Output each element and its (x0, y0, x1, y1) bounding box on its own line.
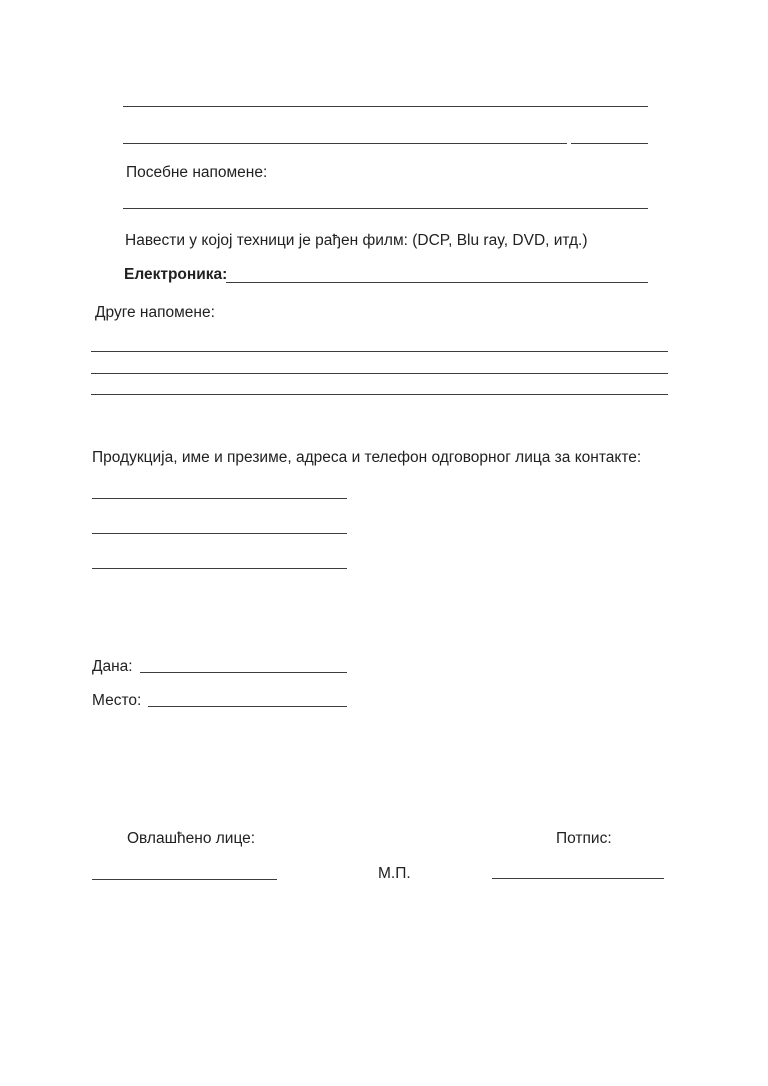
technique-note-label: Навести у којој техници је рађен филм: (DCP, Blu ray, DVD, итд.) (125, 232, 588, 249)
electronics-line (226, 282, 648, 283)
contact-line-2 (92, 533, 347, 534)
place-line (148, 706, 347, 707)
date-label: Дана: (92, 658, 133, 675)
other-notes-line-2 (91, 373, 668, 374)
authorized-person-label: Овлашћено лице: (127, 830, 256, 847)
signature-label: Потпис: (556, 830, 612, 847)
date-line (140, 672, 347, 673)
production-contact-label: Продукција, име и презиме, адреса и телефон одговорног лица за контакте: (92, 449, 642, 466)
other-notes-label: Друге напомене: (95, 304, 215, 321)
electronics-label: Електроника: (124, 266, 228, 283)
authorized-person-line (92, 879, 277, 880)
place-label: Место: (92, 692, 142, 709)
contact-line-3 (92, 568, 347, 569)
other-notes-line-3 (91, 394, 668, 395)
special-notes-label: Посебне напомене: (126, 164, 268, 181)
contact-line-1 (92, 498, 347, 499)
signature-line (492, 878, 664, 879)
other-notes-line-1 (91, 351, 668, 352)
stamp-label: М.П. (378, 865, 411, 882)
blank-line-2-segment-1 (123, 143, 567, 144)
special-notes-line (123, 208, 648, 209)
blank-line-1 (123, 106, 648, 107)
blank-line-2-segment-2 (571, 143, 648, 144)
